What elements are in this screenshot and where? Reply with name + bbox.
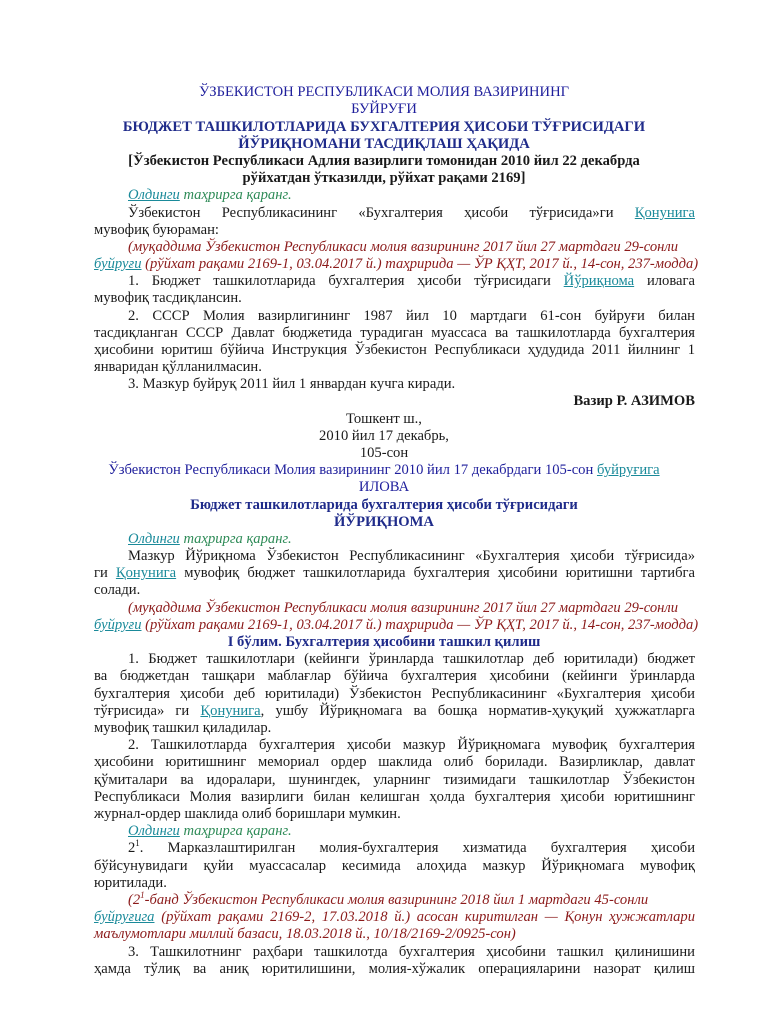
- clause1-line1: 1. Бюджет ташкилотлари (кейинги ўринларда ташкилотлар деб юритилади) бюджет: [128, 651, 695, 667]
- decree-issuer-line: ЎЗБЕКИСТОН РЕСПУБЛИКАСИ МОЛИЯ ВАЗИРИНИНГ: [198, 84, 570, 100]
- annex-previous-edition-note: Олдинги таҳрирга қаранг.: [128, 531, 292, 547]
- annex-preamble-line3: солади.: [94, 582, 141, 598]
- order-item2-line3: ҳисобини юритиш бўйича Инструкция Ўзбекистон Республикаси ҳудудида 2011 йилнинг 1: [94, 342, 695, 358]
- clause1-line2: ва бюджетдан ташқари маблағлар бўйича бухгалтерия ҳисобини (кейинги ўринларда: [94, 668, 695, 684]
- document-title-line2: ЙЎРИҚНОМАНИ ТАСДИҚЛАШ ҲАҚИДА: [238, 136, 530, 152]
- annex-amendment-note-line1: (муқаддима Ўзбекистон Республикаси молия вазирининг 2017 йил 27 мартдаги 29-сонли: [128, 600, 679, 616]
- clause21-line3: юритилади.: [94, 875, 167, 891]
- annex-title-line1: Бюджет ташкилотларида бухгалтерия ҳисоби тўғрисидаги: [190, 497, 578, 513]
- amendment-note-line2: буйруғи (рўйхат рақами 2169-1, 03.04.2017 й.) таҳририда — ЎР ҚҲТ, 2017 й., 14-сон, 237-модда): [94, 256, 699, 272]
- order-item2-line1: 2. СССР Молия вазирлигининг 1987 йил 10 мартдаги 61-сон буйруғи билан: [128, 308, 695, 324]
- clause1-law-link[interactable]: Қонунига: [200, 703, 261, 719]
- registration-note-line2: рўйхатдан ўтказилди, рўйхат рақами 2169]: [242, 170, 526, 186]
- order-item3: 3. Мазкур буйруқ 2011 йил 1 январдан кучга киради.: [128, 376, 456, 392]
- clause21-previous-edition-link[interactable]: Олдинги: [128, 823, 180, 839]
- preamble-line1: Ўзбекистон Республикасининг «Бухгалтерия ҳисоби тўғрисида»ги Қонунига: [128, 205, 695, 221]
- clause1-line3: бухгалтерия ҳисоби деб юритилади) Ўзбекистон Республикасининг «Бухгалтерия ҳисоби: [94, 686, 695, 702]
- date-line: 2010 йил 17 декабрь,: [319, 428, 449, 444]
- instruction-link[interactable]: Йўриқнома: [563, 273, 635, 289]
- signature: Вазир Р. АЗИМОВ: [573, 393, 695, 409]
- clause21-amendment-line1: ($2^1$-банд Ўзбекистон Республикаси молия вазирининг 2018 йил 1 мартдаги 45-сонли: [128, 890, 649, 908]
- clause21-amendment-order-link[interactable]: буйруғига: [94, 909, 155, 925]
- previous-edition-link[interactable]: Олдинги: [128, 187, 180, 203]
- annex-amendment-note-line2: буйруғи (рўйхат рақами 2169-1, 03.04.2017 й.) таҳририда — ЎР ҚҲТ, 2017 й., 14-сон, 237-модда): [94, 617, 699, 633]
- annex-label: ИЛОВА: [358, 479, 410, 495]
- order-item2-line2: тасдиқланган СССР Давлат бюджетида турадиган муассаса ва ташкилотларда бухгалтерия: [94, 325, 695, 341]
- annex-reference: Ўзбекистон Республикаси Молия вазирининг 2010 йил 17 декабрдаги 105-сон буйруғига: [108, 462, 660, 478]
- clause3-line2: ҳамда тўлиқ ва аниқ юритилишини, молия-хўжалик операцияларини назорат қилиш: [94, 961, 695, 977]
- clause2-line5: журнал-ордер шаклида олиб боришлари мумкин.: [94, 806, 401, 822]
- annex-amendment-order-link[interactable]: буйруғи: [94, 617, 142, 633]
- clause2-line2: ҳисобини юритишнинг мемориал ордер шаклида олиб борилади. Вазирликлар, давлат: [94, 754, 695, 770]
- order-item1-line2: мувофиқ тасдиқлансин.: [94, 290, 242, 306]
- clause3-line1: 3. Ташкилотнинг раҳбари ташкилотда бухгалтерия ҳисобини ташкил қилинишини: [128, 944, 695, 960]
- amendment-order-link[interactable]: буйруғи: [94, 256, 142, 272]
- place-line: Тошкент ш.,: [346, 411, 422, 427]
- annex-preamble-line1: Мазкур Йўриқнома Ўзбекистон Республикасининг «Бухгалтерия ҳисоби тўғрисида»: [128, 548, 695, 564]
- clause21-line1: $2^1$. Марказлаштирилган молия-бухгалтерия хизматида бухгалтерия ҳисоби: [128, 838, 695, 856]
- clause21-amendment-line2: буйруғига (рўйхат рақами 2169-2, 17.03.2018 й.) асосан киритилган — Қонун ҳужжатлари: [94, 909, 695, 925]
- decree-type-line: БУЙРУҒИ: [351, 101, 417, 117]
- section-heading: I бўлим. Бухгалтерия ҳисобини ташкил қилиш: [227, 634, 541, 650]
- annex-previous-edition-link[interactable]: Олдинги: [128, 531, 180, 547]
- preamble-line2: мувофиқ буюраман:: [94, 222, 219, 238]
- clause21-line2: бўйсунувидаги қуйи муассасалар кесимида алоҳида мазкур Йўриқномага мувофиқ: [94, 858, 695, 874]
- annex-preamble-line2: ги Қонунига мувофиқ бюджет ташкилотларида бухгалтерия ҳисобини юритишни тартибга: [94, 565, 695, 581]
- clause21-previous-edition-note: Олдинги таҳрирга қаранг.: [128, 823, 292, 839]
- annex-law-link[interactable]: Қонунига: [115, 565, 177, 581]
- law-link[interactable]: Қонунига: [634, 205, 695, 221]
- clause2-line1: 2. Ташкилотларда бухгалтерия ҳисоби мазкур Йўриқномага мувофиқ бухгалтерия: [128, 737, 695, 753]
- clause21-amendment-line3: маълумотлари миллий базаси, 18.03.2018 й., 10/18/2169-2/0925-сон): [94, 926, 516, 942]
- clause1-line5: мувофиқ ташкил қиладилар.: [94, 720, 272, 736]
- annex-order-link[interactable]: буйруғига: [596, 462, 660, 478]
- clause1-line4: тўғрисида» ги Қонунига, ушбу Йўриқномага ва бошқа норматив-ҳуқуқий ҳужжатларга: [94, 703, 695, 719]
- registration-note-line1: [Ўзбекистон Республикаси Адлия вазирлиги томонидан 2010 йил 22 декабрда: [128, 153, 640, 169]
- annex-title-line2: ЙЎРИҚНОМА: [334, 514, 434, 530]
- document-title-line1: БЮДЖЕТ ТАШКИЛОТЛАРИДА БУХГАЛТЕРИЯ ҲИСОБИ ТЎҒРИСИДАГИ: [122, 119, 646, 135]
- order-item1-line1: 1. Бюджет ташкилотларида бухгалтерия ҳисоби тўғрисидаги Йўриқнома иловага: [128, 273, 695, 289]
- amendment-note-line1: (муқаддима Ўзбекистон Республикаси молия вазирининг 2017 йил 27 мартдаги 29-сонли: [128, 239, 679, 255]
- order-item2-line4: январидан қўлланилмасин.: [94, 359, 262, 375]
- order-number-line: 105-сон: [359, 445, 409, 461]
- previous-edition-note: Олдинги таҳрирга қаранг.: [128, 187, 292, 203]
- clause2-line3: қўмиталари ва идоралари, шунингдек, уларнинг тизимидаги ташкилотлар Ўзбекистон: [94, 772, 695, 788]
- clause2-line4: Республикаси Молия вазирлиги билан келишган ҳолда бухгалтерия ҳисоби юритишнинг: [94, 789, 695, 805]
